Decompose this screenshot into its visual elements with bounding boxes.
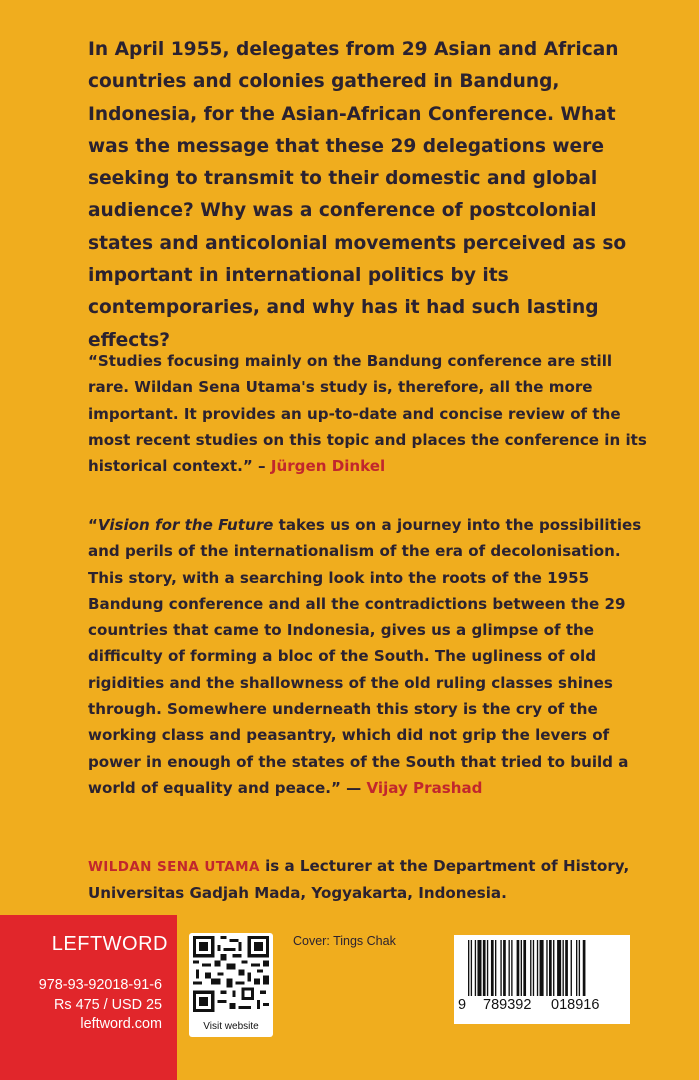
back-cover-blurb: In April 1955, delegates from 29 Asian and African countries and colonies gathered in Bandung, Indonesia, for the Asian-African Conference. What was the message that these 29 delegations were seeking to transmit to their domestic and global audience? Why was a conference of postcolonial states and anticolonial movements perceived as so important in international politics by its contemporaries, and why has it had such lasting effects? xyxy=(88,39,627,351)
barcode-bar xyxy=(503,940,506,996)
publisher-logo: LEFTWORD xyxy=(51,933,168,955)
barcode-bar xyxy=(468,940,469,996)
author-bio-text: is a Lecturer at the Department of History, Universitas Gadjah Mada, Yogyakarta, Indonesia. xyxy=(88,857,630,903)
barcode-bar xyxy=(563,940,564,996)
barcode-bar xyxy=(500,940,501,996)
publisher-panel xyxy=(0,915,177,1080)
barcode-bar xyxy=(553,940,554,996)
book-title: Vision for the Future xyxy=(97,516,274,534)
barcode-bar xyxy=(565,940,568,996)
author-name: WILDAN SENA UTAMA xyxy=(88,859,260,875)
barcode-bar xyxy=(487,940,488,996)
barcode-icon xyxy=(468,940,618,998)
barcode-bar xyxy=(579,940,580,996)
cover-credit: Cover: Tings Chak xyxy=(293,934,396,948)
barcode-bar xyxy=(491,940,494,996)
barcode-bar xyxy=(530,940,531,996)
endorsement-attribution: Vijay Prashad xyxy=(366,778,483,797)
barcode-bar xyxy=(521,940,522,996)
barcode-bar xyxy=(511,940,512,996)
endorsement-text: takes us on a journey into the possibilities and perils of the internationalism of the era of decolonisation. This story, with a searching look into the roots of the 1955 Bandung conference and all the contradictions between the 29 countries that came to Indonesia, gives us a glimpse of the difficulty of forming a bloc of the South. The ugliness of old rigidities and the shallowness of the old ruling classes shines through. Somewhere underneath this story is the cry of the working class and peasantry, which did not grip the levers of power in enough of the states of the South that tried to build a world of equality and peace.” xyxy=(88,516,642,797)
barcode-bar xyxy=(571,940,572,996)
barcode-bar xyxy=(517,940,520,996)
endorsement-quote-1 xyxy=(88,348,653,479)
endorsement-text: “Studies focusing mainly on the Bandung conference are still rare. Wildan Sena Utama's study is, therefore, all the more important. It provides an up-to-date and concise review of the most recent studies on this topic and places the conference in its historical context.” xyxy=(88,352,647,476)
barcode-bar xyxy=(533,940,534,996)
qr-caption: Visit website xyxy=(203,1021,259,1032)
isbn-text: 978-93-92018-91-6 xyxy=(38,977,162,993)
barcode-bar xyxy=(546,940,547,996)
barcode-bar xyxy=(523,940,526,996)
barcode-digit-group: 789392 xyxy=(483,997,532,1013)
endorsement-attribution: Jürgen Dinkel xyxy=(270,457,386,476)
author-bio xyxy=(88,853,648,907)
endorsement-separator: — xyxy=(340,778,367,797)
barcode-bar xyxy=(477,940,481,996)
isbn-barcode xyxy=(454,935,630,1024)
qr-code-icon xyxy=(193,936,269,1012)
publisher-website[interactable]: leftword.com xyxy=(80,1016,162,1033)
barcode-digit-group: 018916 xyxy=(551,997,600,1013)
barcode-bar xyxy=(549,940,552,996)
barcode-bar xyxy=(583,940,586,996)
endorsement-quote-2 xyxy=(88,512,653,801)
barcode-bar xyxy=(537,940,538,996)
barcode-bar xyxy=(475,940,476,996)
endorsement-separator: – xyxy=(252,457,271,476)
barcode-bar xyxy=(495,940,496,996)
barcode-bar xyxy=(509,940,510,996)
barcode-bar xyxy=(471,940,472,996)
barcode-bar xyxy=(576,940,577,996)
barcode-bar xyxy=(483,940,486,996)
barcode-bar xyxy=(557,940,561,996)
publisher-info xyxy=(39,976,162,1035)
qr-code[interactable] xyxy=(189,933,273,1037)
price-text: Rs 475 / USD 25 xyxy=(54,996,162,1013)
barcode-digit-group: 9 xyxy=(458,997,467,1013)
barcode-bar xyxy=(540,940,544,996)
open-quote-mark: “ xyxy=(88,516,98,534)
